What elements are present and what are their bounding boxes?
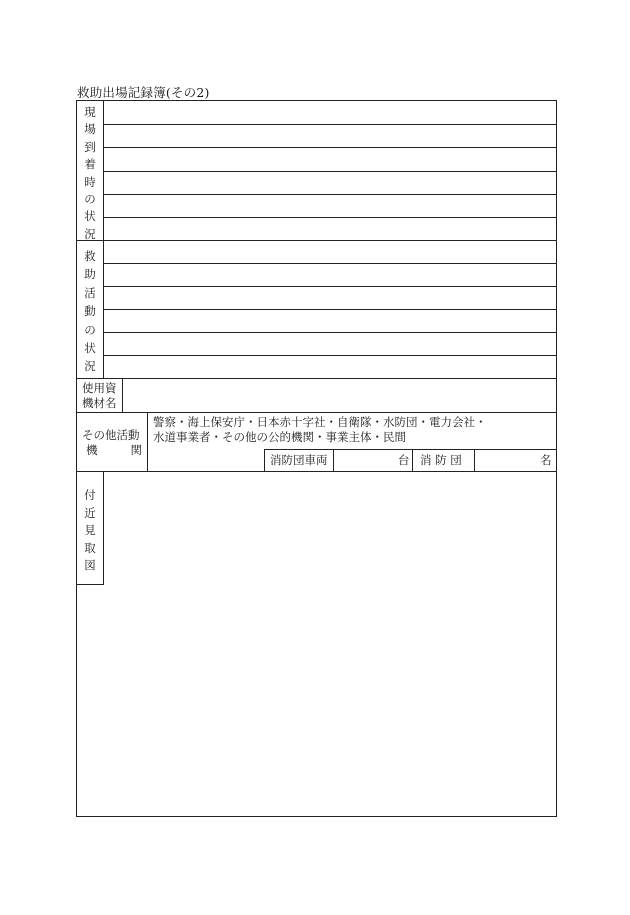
rescue-line-field[interactable] [104,310,556,332]
other-agencies-label [82,428,142,457]
map-label-char: 付 [84,488,96,502]
nearby-map-label [77,487,103,575]
arrival-label-char: 状 [84,209,96,224]
arrival-label-char: 着 [84,157,96,172]
counts-cell-divider [264,449,265,471]
equipment-label-line: 機材名 [82,395,117,410]
label-column-divider [103,101,104,378]
rescue-line-field[interactable] [104,356,556,378]
agencies-list-line2: 水道事業者・その他の公的機関・事業主体・民間 [153,430,406,444]
arrival-line-field[interactable] [104,217,556,239]
equipment-label-line: 使用資 [82,381,117,395]
rule-line [104,217,556,218]
rescue-activity-label [77,247,103,376]
rescue-line-field[interactable] [104,264,556,286]
rule-line [104,194,556,195]
rule-line [104,332,556,333]
arrival-label-char: 況 [84,226,96,241]
map-label-char: 近 [84,505,96,520]
arrival-line-field[interactable] [104,147,556,169]
arrival-line-field[interactable] [104,101,556,123]
rule-line [104,147,556,148]
map-label-char: 見 [84,523,96,538]
equipment-field[interactable] [123,379,556,411]
rescue-label-char: 助 [84,267,96,282]
rescue-label-char: 況 [84,359,96,374]
other-agencies-label-divider [147,412,148,471]
section-divider [77,412,556,413]
other-agencies-label-right: 関 [130,442,142,457]
document-title: 救助出場記録簿(その2) [77,85,210,100]
map-label-char: 図 [84,558,96,573]
equipment-label [82,381,117,410]
rescue-line-field[interactable] [104,241,556,263]
rescue-label-char: 救 [84,249,96,263]
arrival-label-char: 場 [84,122,96,137]
people-unit: 名 [540,453,552,467]
rescue-line-field[interactable] [104,287,556,309]
rescue-label-char: 動 [84,304,96,319]
nearby-map-drawing-area[interactable] [104,472,556,816]
rescue-line-field[interactable] [104,333,556,355]
rule-line [104,355,556,356]
rule-line [104,171,556,172]
arrival-line-field[interactable] [104,124,556,146]
arrival-label-char: 時 [84,174,96,189]
map-label-char: 取 [84,540,96,555]
arrival-label-char: の [84,192,96,207]
arrival-label-char: 到 [84,139,96,154]
vehicle-unit: 台 [398,453,410,467]
other-agencies-label-line2 [82,443,142,458]
fire-corps-label: 消 防 団 [420,453,462,467]
other-agencies-label-left: 機 [86,442,98,457]
form-frame [76,100,557,817]
arrival-line-field[interactable] [104,194,556,216]
counts-cell-divider [412,449,413,471]
rule-line [104,309,556,310]
agencies-list [153,415,487,445]
arrival-status-label [77,104,103,243]
arrival-label-char: 現 [84,105,96,119]
rescue-label-char: の [84,322,96,337]
rescue-label-char: 活 [84,285,96,300]
agencies-list-line1: 警察・海上保安庁・日本赤十字社・自衛隊・水防団・電力会社・ [153,415,487,429]
arrival-line-field[interactable] [104,171,556,193]
rule-line [104,263,556,264]
rescue-label-char: 状 [84,341,96,356]
rule-line [104,286,556,287]
fire-vehicle-label: 消防団車両 [270,453,328,467]
other-agencies-label-line1: その他活動 [82,428,140,442]
rule-line [104,124,556,125]
